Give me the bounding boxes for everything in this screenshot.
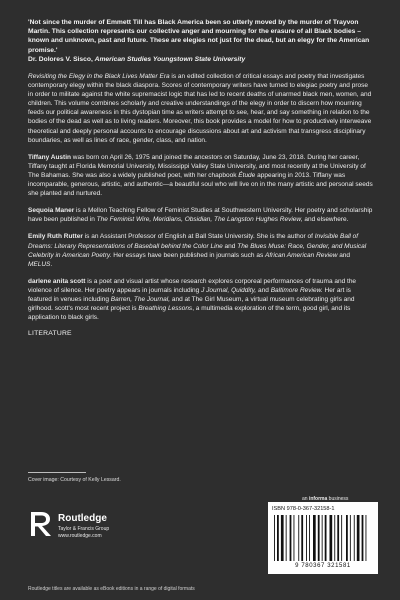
category-label: LITERATURE [28,330,72,338]
bio-text: Her art is featured in venues including [28,286,351,303]
bio-italic: Barren, The Journal, [110,295,171,303]
barcode-icon [272,515,374,561]
bio-italic: J Journal, Quiddity, [201,286,257,294]
bio-text: appearing in 2013. Tiffany was incomparable, generous, artistic, and authentic—a beautiful soul who will live on in the many artistic and personal seeds she planted and nurtured. [28,171,373,198]
bio-text: and elsewhere. [302,216,349,224]
bio-text: Her essays have been published in journals such as [111,251,266,259]
endorsement-attribution [28,55,373,64]
attribution-affiliation: American Studies Youngstown State University [94,55,246,63]
imprint-text: an [302,496,309,502]
bio-name: darlene anita scott [28,277,86,285]
publisher-logo [28,510,148,544]
imprint-text: business [327,496,349,502]
bio-text: and at The Girl Museum, a virtual museum celebrating girls and girlhood. scott's most recent project is [28,295,355,313]
description-text: is an edited collection of critical essays and poetry that investigates contemporary elegy within the black diaspora. Scores of contemporary writers have turned to elegiac poetry and prose in order to militate against the white supremacist logic that has led to recent deaths of unarmed black men, women, and children. This volume combines scholarly and creative understandings of the elegy in order to discern how mourning feeds our political awareness in this dystopian time as writers attempt to see, hear, and say something in relation to the bodies of the dead as well as to living readers. Moreover, this book provides a model for how to productively interweave theoretical and deeply personal accounts to encourage discussions about art and activism that transgress disciplinary boundaries, as well as lines of race, gender, class, and nation. [28,73,372,144]
bio-name: Emily Ruth Rutter [28,233,83,241]
barcode-digits: 9 780367 321581 [295,563,351,569]
ebook-notice: Routledge titles are available as eBook editions in a range of digital formats [28,586,195,592]
bio-text: is a Mellon Teaching Fellow of Feminist Studies at Southwestern University. Her poetry and scholarship have been published in [28,207,373,224]
bio-text: and [256,286,271,294]
isbn-label: ISBN 978-0-367-32158-1 [272,506,335,512]
bio-text: and [337,251,351,259]
bio-emily-ruth-rutter [28,232,373,268]
publisher-url: www.routledge.com [58,533,102,539]
imprint-brand: informa [308,496,328,502]
book-description [28,72,373,145]
bio-tiffany-austin [28,153,373,198]
bio-italic: African American Review [265,251,338,259]
endorsement-quote: 'Not since the murder of Emmett Till has Black America been so utterly moved by the murder of Trayvon Martin. This collection represents our collective anger and mourning for the erasure of all Black bodies – known and unknown, past and future. These are elegies not just for the dead, but an elegy for the American promise.' [28,19,370,54]
attribution-name: Dr. Dolores V. Sisco, [28,55,93,63]
bio-text: . [50,260,53,268]
book-title: Revisiting the Elegy in the Black Lives Matter Era [28,73,170,81]
cover-image-credit: Cover image: Courtesy of Kelly Lessard. [28,477,121,483]
bio-darlene-anita-scott [28,277,373,322]
bio-text: was born on April 26, 1975 and joined the ancestors on Saturday, June 23, 2018. During her career, Tiffany taught at Florida Memorial University, Mississippi Valley State University, and most recently at the University of The Bahamas. She was also a widely published poet, with her chapbook [28,153,366,179]
bio-italic: Breathing Lessons [138,305,193,313]
bio-italic: Invisible Ball of Dreams: Literary Representations of Baseball behind the Color Line [28,233,359,250]
bio-italic: The Blues Muse: Race, Gender, and Musical Celebrity in American Poetry. [28,242,367,259]
bio-text: is a poet and visual artist whose research explores corporeal performances of trauma and the violence of silence. Her poetry appears in journals including [28,277,357,294]
bio-italic: The Feminist Wire, Meridians, Obsidian, The Langston Hughes Review, [96,216,303,224]
bio-text: , a multimedia exploration of the term, good girl, and its application to black girls. [28,305,351,322]
publisher-group: Taylor & Francis Group [58,526,110,532]
bio-italic: Étude [238,171,256,179]
routledge-logo-icon [28,510,54,538]
bio-italic: Baltimore Review. [270,286,323,294]
divider [28,472,86,473]
publisher-name: Routledge [58,513,107,524]
bio-sequoia-maner [28,206,373,224]
bio-name: Sequoia Maner [28,207,75,215]
bio-name: Tiffany Austin [28,153,71,161]
bio-italic: MELUS [28,260,51,268]
bio-text: and [222,242,238,250]
cover-text-column [28,18,373,343]
bio-text: is an Assistant Professor of English at Ball State University. She is the author of [82,233,315,241]
isbn-barcode [268,502,378,574]
